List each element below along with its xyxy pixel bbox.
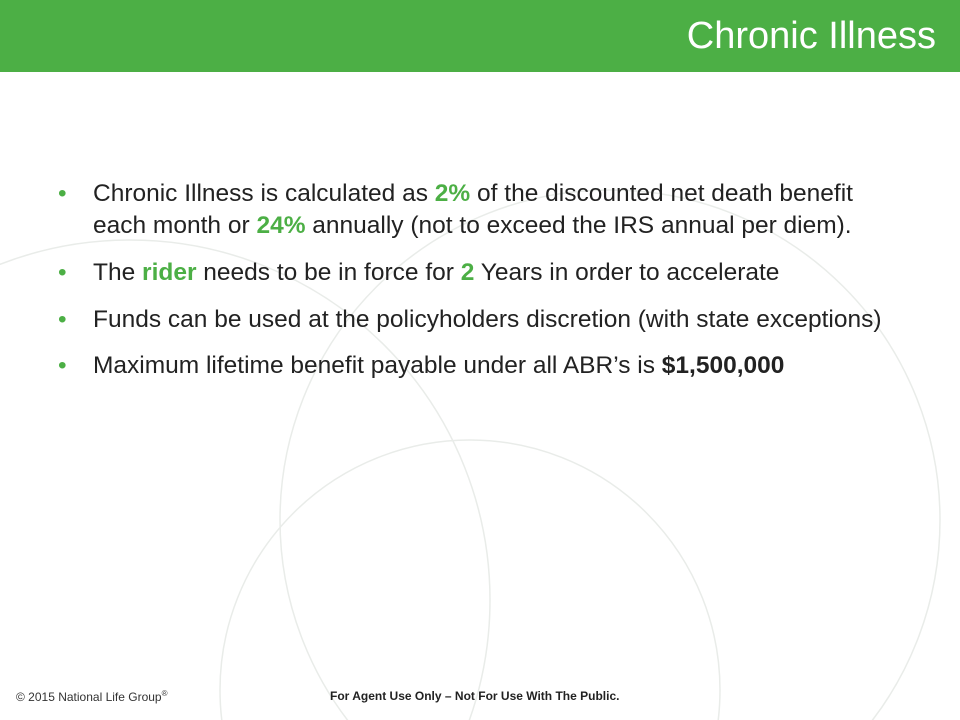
bullet-text: Chronic Illness is calculated as bbox=[93, 180, 435, 207]
footer-disclaimer: For Agent Use Only – Not For Use With The Public. bbox=[330, 689, 620, 703]
bullet-list bbox=[58, 178, 888, 397]
footer-copyright bbox=[16, 689, 168, 704]
copyright-text: © 2015 National Life Group bbox=[16, 690, 162, 704]
slide-title: Chronic Illness bbox=[686, 15, 936, 57]
bullet-item-maximum-benefit bbox=[58, 350, 888, 382]
bullet-dot: • bbox=[58, 305, 67, 333]
monthly-percent: 2% bbox=[434, 180, 471, 207]
rider-highlight: rider bbox=[142, 258, 197, 286]
bullet-text: of the discounted net death benefit each month or bbox=[93, 180, 853, 239]
bullet-dot: • bbox=[58, 258, 67, 286]
bullet-item-rider-in-force bbox=[58, 257, 888, 289]
bullet-text: Maximum lifetime benefit payable under all ABR’s is bbox=[93, 352, 662, 380]
bullet-dot: • bbox=[58, 352, 67, 380]
registered-mark: ® bbox=[161, 689, 168, 698]
bullet-text: needs to be in force for bbox=[196, 258, 461, 286]
bullet-item-calculation bbox=[58, 178, 888, 242]
bullet-item-funds-usage bbox=[58, 304, 888, 336]
bullet-text: Years in order to accelerate bbox=[474, 258, 780, 286]
title-bar bbox=[0, 0, 960, 72]
bullet-text: Funds can be used at the policyholders discretion (with state exceptions) bbox=[93, 305, 882, 333]
annual-percent: 24% bbox=[256, 211, 306, 239]
years-highlight: 2 bbox=[460, 258, 475, 286]
bullet-text: The bbox=[93, 258, 143, 286]
bullet-text: annually (not to exceed the IRS annual per diem). bbox=[305, 211, 852, 239]
bullet-dot: • bbox=[58, 180, 67, 207]
maximum-benefit-amount: $1,500,000 bbox=[661, 352, 785, 380]
